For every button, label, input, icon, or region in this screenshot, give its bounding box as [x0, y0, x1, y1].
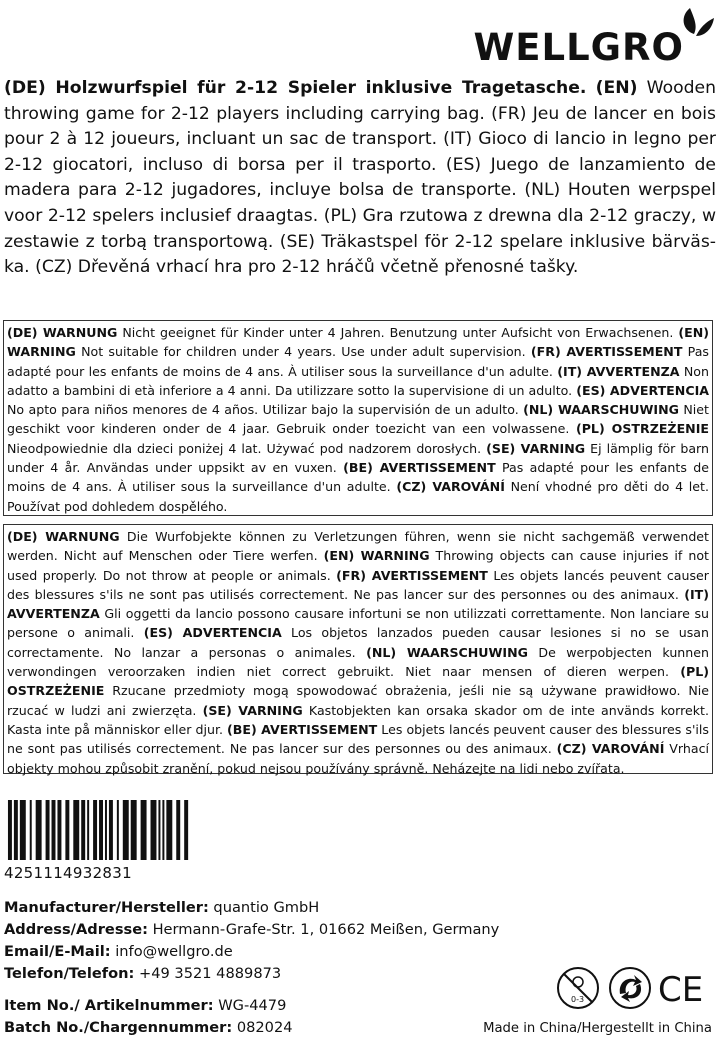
warning-text: Není vhodné pro děti do 4 let. Používat pod dohledem dospělého.	[7, 479, 709, 514]
warning-text: Not suitable for children under 4 years. Use under adult supervision.	[75, 344, 531, 360]
made-in-label: Made in China/Hergestellt in China	[483, 1021, 712, 1036]
warning-label: (ES) ADVERTENCIA	[576, 382, 709, 398]
barcode-bar	[57, 800, 61, 860]
barcode-bar	[81, 800, 85, 860]
barcode-bar	[166, 800, 172, 860]
batch-label: Batch No./Chargennummer:	[4, 1019, 233, 1036]
barcode-bar	[162, 800, 164, 860]
batch-number-line	[4, 1017, 293, 1039]
warning-text: Pas adapté pour les enfants de moins de 4 ans. À utiliser sous la surveillance d'un adulte.	[7, 344, 709, 379]
intro-text: Wooden throwing game for 2-12 players including carrying bag. (FR) Jeu de lancer en bois pour 2 à 12 joueurs, incluant un sac de transport. (IT) Gioco di lancio in legno per 2-12 giocatori, incluso di borsa per il trasporto. (ES) Juego de lanzamiento de madera para 2-12 jugadores, incluye bolsa de transporte. (NL) Houten werpspel voor 2-12 spelers inclusief draagtas. (PL) Gra rzutowa z drewna dla 2-12 graczy, w zestawie z torbą transportową. (SE) Träkastspel för 2-12 spelare inklusive bärväska. (CZ) Dřevěná vrhací hra pro 2-12 hráčů včetně přenosné tašky.	[4, 78, 717, 278]
warning-label: (SE) VARNING	[486, 440, 586, 456]
barcode-bar	[141, 800, 147, 860]
barcode-bar	[99, 800, 103, 860]
barcode-bar	[184, 800, 188, 860]
address-value: Hermann-Grafe-Str. 1, 01662 Meißen, Germany	[147, 921, 500, 938]
warning-label: (NL) WAARSCHUWING	[523, 402, 679, 418]
brand-logo	[454, 4, 714, 69]
barcode-bar	[151, 800, 157, 860]
barcode-bar	[73, 800, 79, 860]
barcode-bar	[65, 800, 69, 860]
barcode-bar	[105, 800, 107, 860]
warning-label: (EN) WARNING	[7, 325, 710, 360]
warning-text: Throwing objects can cause injuries if not used properly. Do not throw at people or animals.	[7, 548, 709, 583]
warning-text: Pas adapté pour les enfants de moins de 4 ans. À utiliser sous la surveillance d'un adulte.	[7, 460, 709, 495]
warning-label: (PL) OSTRZEŻENIE	[575, 421, 709, 437]
email-label: Email/E-Mail:	[4, 943, 111, 960]
barcode-bar	[36, 800, 42, 860]
warning-label: (BE) AVERTISSEMENT	[343, 460, 496, 476]
phone-label: Telefon/Telefon:	[4, 965, 135, 982]
item-number-line	[4, 995, 286, 1017]
barcode-bar	[30, 800, 32, 860]
item-value: WG-4479	[213, 997, 287, 1014]
warning-label: (IT) AVVERTENZA	[557, 363, 680, 379]
intro-en-tag: (EN)	[595, 78, 638, 98]
warning-text: Nieodpowiednie dla dzieci poniżej 4 lat. Używać pod nadzorem dorosłych.	[7, 440, 487, 456]
barcode-number: 4251114932831	[4, 864, 132, 882]
barcode-bar	[158, 800, 160, 860]
age-warning-icon	[558, 968, 598, 1008]
warning-text: Die Wurfobjekte können zu Verletzungen führen, wenn sie nicht sachgemäß verwendet werden. Nicht auf Menschen oder Tiere werfen.	[7, 529, 709, 564]
warning-label: (CZ) VAROVÁNÍ	[556, 741, 665, 757]
warning-entry	[7, 325, 678, 340]
warning-label: (DE) WARNUNG	[7, 325, 118, 340]
phone-line	[4, 963, 281, 985]
warning-label: (CZ) VAROVÁNÍ	[396, 479, 505, 495]
warning-label: (SE) VARNING	[202, 702, 303, 718]
warning-text: Ej lämplig för barn under 4 år. Användas under uppsikt av en vuxen.	[7, 440, 709, 476]
warning-text: No apto para niños menores de 4 años. Utilizar bajo la supervisión de un adulto.	[7, 402, 524, 418]
batch-value: 082024	[232, 1019, 293, 1036]
brand-name: WELLGRO	[473, 26, 684, 69]
barcode-bar	[46, 800, 50, 860]
email-line	[4, 941, 233, 963]
manufacturer-value: quantio GmbH	[208, 899, 320, 916]
barcode-bar	[117, 800, 119, 860]
barcode-bar	[109, 800, 113, 860]
ce-mark-icon	[658, 970, 703, 1010]
warning-label: (NL) WAARSCHUWING	[366, 644, 528, 660]
barcode-bar	[87, 800, 89, 860]
barcode-bar	[20, 800, 26, 860]
manufacturer-line	[4, 897, 319, 919]
recycle-icon	[610, 968, 650, 1008]
warning-text: Les objets lancés peuvent causer des blessures s'ils ne sont pas utilisés correctement. Ne pas lancer sur des personnes ou des animaux.	[7, 567, 709, 602]
warning-text: Rzucane przedmioty mogą spowodować obrażenia, jeśli nie są używane prawidłowo. Nie rzucać w ludzi ani zwierzęta.	[7, 683, 709, 718]
barcode	[4, 800, 202, 860]
phone-value: +49 3521 4889873	[134, 965, 282, 982]
email-value: info@wellgro.de	[110, 943, 233, 960]
manufacturer-label: Manufacturer/Hersteller:	[4, 899, 209, 916]
warning-text: Les objets lancés peuvent causer des blessures s'ils ne sont pas utilisés correctement. Ne pas lancer sur des personnes ou des animaux.	[7, 721, 709, 757]
barcode-bar	[52, 800, 56, 860]
warning-text: Gli oggetti da lancio possono causare infortuni se non utilizzati correttamente. Non lanciare su persone o animali.	[7, 606, 709, 641]
warning-label: (ES) ADVERTENCIA	[143, 625, 282, 641]
age-warning-text: 0-3	[571, 995, 585, 1004]
intro-de-title: (DE) Holzwurfspiel für 2-12 Spieler inklusive Tragetasche.	[4, 78, 587, 98]
barcode-bar	[176, 800, 180, 860]
warning-label: (PL) OSTRZEŻENIE	[7, 664, 709, 699]
throwing-warning-box	[3, 524, 713, 774]
warning-label: (DE) WARNUNG	[7, 529, 120, 544]
warning-label: (IT) AVVERTENZA	[7, 586, 709, 622]
barcode-bar	[123, 800, 129, 860]
item-label: Item No./ Artikelnummer:	[4, 997, 214, 1014]
age-warning-box	[3, 320, 713, 516]
ce-mark-text: CE	[658, 970, 704, 1010]
barcode-bar	[93, 800, 97, 860]
warning-text: Niet geschikt voor kinderen onder de 4 jaar. Gebruik onder toezicht van een volwassene.	[7, 402, 709, 437]
warning-label: (BE) AVERTISSEMENT	[227, 721, 378, 737]
warning-text: De werpobjecten kunnen verwondingen veroorzaken indien niet correct gebruikt. Niet naar mensen of dieren werpen.	[7, 644, 709, 680]
warning-text: Non adatto a bambini di età inferiore a 4 anni. Da utilizzare sotto la supervisione di un adulto.	[7, 363, 709, 398]
warning-label: (FR) AVERTISSEMENT	[336, 567, 488, 583]
warning-text: Nicht geeignet für Kinder unter 4 Jahren. Benutzung unter Aufsicht von Erwachsenen.	[117, 325, 679, 340]
product-description	[4, 76, 716, 281]
barcode-bar	[8, 800, 12, 860]
warning-label: (FR) AVERTISSEMENT	[530, 344, 683, 360]
certification-icons	[554, 964, 714, 1014]
warning-text: Kastobjekten kan orsaka skador om de inte används korrekt. Kasta inte på människor eller djur.	[7, 702, 709, 737]
warning-label: (EN) WARNING	[323, 548, 430, 564]
address-line	[4, 919, 499, 941]
barcode-bar	[14, 800, 18, 860]
warning-text: Los objetos lanzados pueden causar lesiones si no se usan correctamente. No lanzar a personas o animales.	[7, 625, 709, 660]
barcode-bar	[131, 800, 137, 860]
warning-text: Vrhací objekty mohou způsobit zranění, pokud nejsou používány správně. Neházejte na lidi nebo zvířata.	[7, 741, 709, 776]
address-label: Address/Adresse:	[4, 921, 148, 938]
